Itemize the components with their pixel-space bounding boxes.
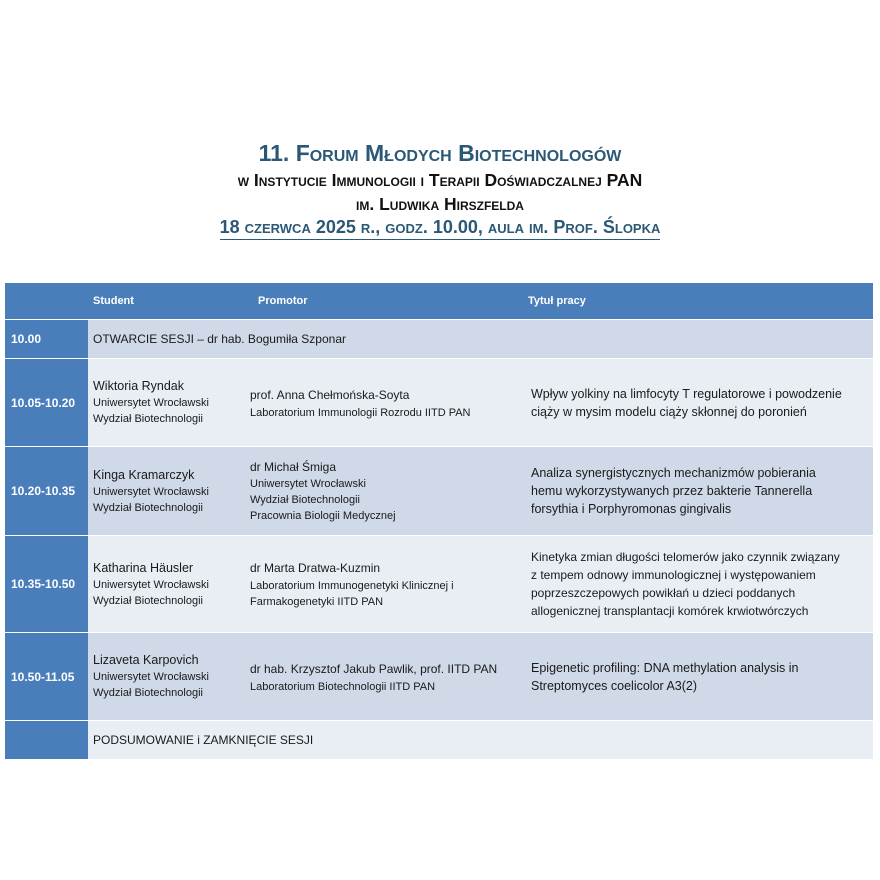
institute-patron: im. Ludwika Hirszfelda	[356, 194, 524, 214]
row2-promotor-unit: Pracownia Biologii Medycznej	[250, 510, 396, 522]
row2-student-faculty: Wydział Biotechnologii	[93, 501, 203, 514]
row4-promotor-unit: Laboratorium Biotechnologii IITD PAN	[250, 680, 436, 693]
row3-promotor-unit: Laboratorium Immunogenetyki Klinicznej i Farmakogenetyki IITD PAN	[250, 580, 454, 608]
row1-student-university: Uniwersytet Wrocławski	[93, 397, 209, 409]
row3-promotor-name: dr Marta Dratwa-Kuzmin	[250, 561, 381, 575]
row4-title: Epigenetic profiling: DNA methylation analysis in Streptomyces coelicolor A3(2)	[531, 660, 799, 693]
row2-student-university: Uniwersytet Wrocławski	[93, 485, 209, 498]
row4-title-cell	[518, 633, 873, 720]
closing-text: PODSUMOWANIE i ZAMKNIĘCIE SESJI	[93, 732, 314, 747]
row1-student-name: Wiktoria Ryndak	[93, 379, 184, 393]
row2-title-cell	[518, 447, 873, 535]
row3-promotor-cell	[240, 536, 518, 632]
row3-student-cell	[88, 536, 240, 632]
header-title-label: Tytuł pracy	[528, 295, 586, 307]
header-cell-time	[5, 283, 88, 319]
row3-time: 10.35-10.50	[11, 577, 76, 591]
event-date-venue: 18 czerwca 2025 r., godz. 10.00, aula im. Prof. Ślopka	[220, 216, 661, 240]
row2-promotor-name: dr Michał Śmiga	[250, 460, 337, 474]
row3-student-name: Katharina Häusler	[93, 560, 194, 575]
row4-student-name: Lizaveta Karpovich	[93, 653, 199, 667]
row4-student-cell	[88, 633, 240, 720]
opening-empty-cell	[518, 320, 873, 358]
row1-promotor-name: prof. Anna Chełmońska-Soyta	[250, 387, 410, 402]
row4-promotor-cell	[240, 633, 518, 720]
row4-student-university: Uniwersytet Wrocławski	[93, 671, 209, 683]
header-cell-title	[518, 283, 873, 319]
row3-title-cell	[518, 536, 873, 632]
row2-student-name: Kinga Kramarczyk	[93, 467, 195, 482]
row1-time: 10.05-10.20	[11, 395, 76, 410]
row1-promotor-cell	[240, 359, 518, 446]
row1-student-cell	[88, 359, 240, 446]
row4-time-cell	[5, 633, 88, 720]
row4-student-faculty: Wydział Biotechnologii	[93, 687, 203, 699]
event-title: 11. Forum Młodych Biotechnologów	[258, 140, 622, 166]
row1-title: Wpływ yolkiny na limfocyty T regulatorowe i powodzenie ciąży w mysim modelu ciąży skłonnej do poronień	[531, 386, 842, 419]
institute-name: w Instytucie Immunologii i Terapii Doświadczalnej PAN	[237, 170, 643, 190]
row3-title: Kinetyka zmian długości telomerów jako czynnik związany z tempem odnowy immunologicznej i występowaniem poprzeszczepowych powikłań u dzieci poddanych allogenicznej transplantacji komórek krwiotwórczych	[531, 550, 840, 618]
row3-student-university: Uniwersytet Wrocławski	[93, 578, 209, 591]
row4-time: 10.50-11.05	[11, 669, 75, 684]
closing-time-cell	[5, 721, 88, 759]
opening-time-cell	[5, 320, 88, 358]
header-cell-promotor	[253, 283, 518, 319]
row2-title: Analiza synergistycznych mechanizmów pobierania hemu wykorzystywanych przez bakterie Tannerella forsythia i Porphyromonas gingivalis	[531, 466, 816, 516]
row1-title-cell	[518, 359, 873, 446]
opening-time: 10.00	[11, 332, 42, 346]
opening-text-cell	[88, 320, 518, 358]
row1-student-faculty: Wydział Biotechnologii	[93, 413, 203, 425]
row2-time: 10.20-10.35	[11, 484, 76, 498]
row2-promotor-university: Uniwersytet Wrocławski	[250, 478, 366, 490]
row2-time-cell	[5, 447, 88, 535]
header-cell-student	[88, 283, 253, 319]
row1-promotor-unit: Laboratorium Immunologii Rozrodu IITD PAN	[250, 406, 471, 419]
row2-promotor-cell	[240, 447, 518, 535]
row1-time-cell	[5, 359, 88, 446]
row3-time-cell	[5, 536, 88, 632]
header-student-label: Student	[93, 295, 134, 307]
row4-promotor-name: dr hab. Krzysztof Jakub Pawlik, prof. IITD PAN	[250, 661, 498, 676]
opening-text: OTWARCIE SESJI – dr hab. Bogumiła Szponar	[93, 331, 346, 346]
header-promotor-label: Promotor	[258, 295, 308, 307]
row2-promotor-faculty: Wydział Biotechnologii	[250, 494, 360, 506]
row2-student-cell	[88, 447, 240, 535]
closing-text-cell	[88, 721, 873, 759]
row3-student-faculty: Wydział Biotechnologii	[93, 594, 203, 607]
